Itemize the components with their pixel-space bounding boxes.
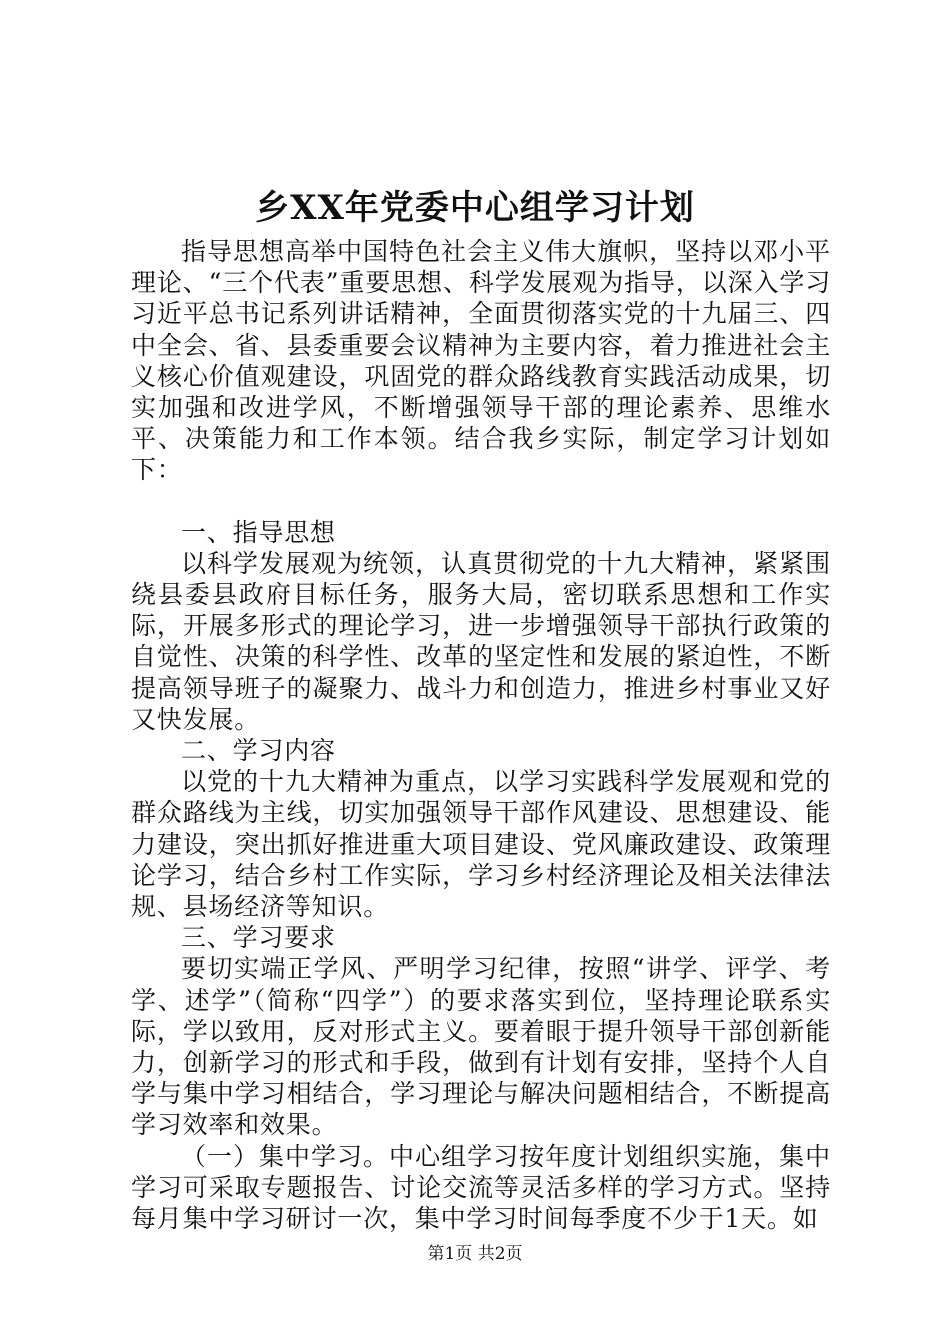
section-heading-guiding-thought: 一、指导思想: [181, 517, 336, 547]
document-title: 乡XX年党委中心组学习计划: [255, 188, 695, 228]
section-heading-study-content: 二、学习内容: [181, 736, 336, 766]
section-paragraph-study-content: 以党的十九大精神为重点，以学习实践科学发展观和党的群众路线为主线，切实加强领导干部作风建设、思想建设、能力建设，突出抓好推进重大项目建设、党风廉政建设、政策理论学习，结合乡村工作实际，学习乡村经济理论及相关法律法规、县场经济等知识。: [131, 767, 831, 922]
document-body: [131, 236, 831, 1234]
section-paragraph-guiding-thought: 以科学发展观为统领，认真贯彻党的十九大精神，紧紧围绕县委县政府目标任务，服务大局，密切联系思想和工作实际，开展多形式的理论学习，进一步增强领导干部执行政策的自觉性、决策的科学性、改革的坚定性和发展的紧迫性，不断提高领导班子的凝聚力、战斗力和创造力，推进乡村事业又好又快发展。: [131, 548, 831, 734]
paragraph-gap: [131, 486, 831, 517]
page-number-footer: 第1页 共2页: [427, 1244, 523, 1264]
section-heading-study-requirements: 三、学习要求: [181, 923, 336, 953]
intro-paragraph: 指导思想高举中国特色社会主义伟大旗帜，坚持以邓小平理论、“三个代表”重要思想、科学发展观为指导，以深入学习习近平总书记系列讲话精神，全面贯彻落实党的十九届三、四中全会、省、县委重要会议精神为主要内容，着力推进社会主义核心价值观建设，巩固党的群众路线教育实践活动成果，切实加强和改进学风，不断增强领导干部的理论素养、思维水平、决策能力和工作本领。结合我乡实际，制定学习计划如下：: [131, 237, 831, 485]
section-paragraph-study-requirements: 要切实端正学风、严明学习纪律，按照“讲学、评学、考学、述学”（简称“四学”）的要求落实到位，坚持理论联系实际，学以致用，反对形式主义。要着眼于提升领导干部创新能力，创新学习的形式和手段，做到有计划有安排，坚持个人自学与集中学习相结合，学习理论与解决问题相结合，不断提高学习效率和效果。: [131, 954, 831, 1140]
subsection-paragraph-centralized-study: （一）集中学习。中心组学习按年度计划组织实施，集中学习可采取专题报告、讨论交流等灵活多样的学习方式。坚持每月集中学习研讨一次，集中学习时间每季度不少于1天。如: [131, 1141, 831, 1234]
